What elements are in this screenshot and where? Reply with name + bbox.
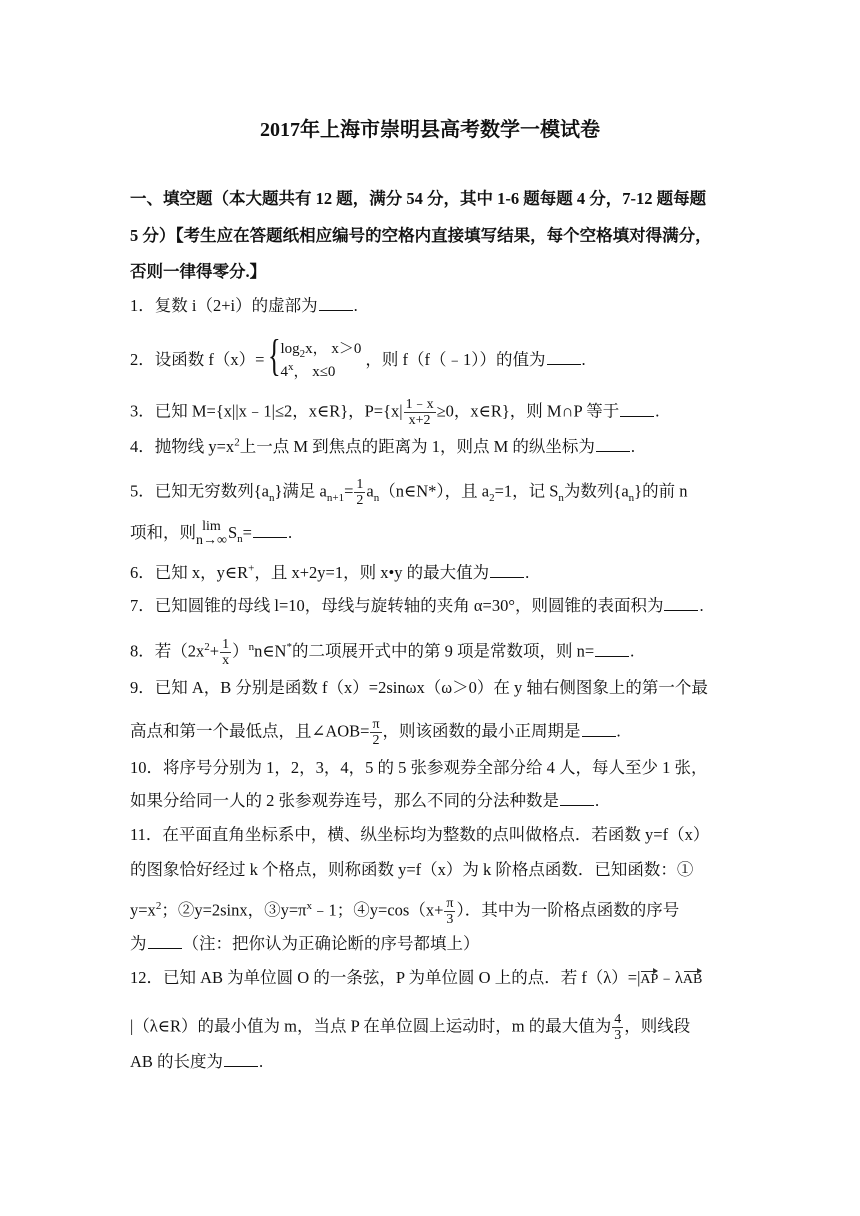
fraction — [612, 1012, 623, 1044]
fraction-denominator: 2 — [356, 493, 364, 509]
question-11-line4 — [130, 936, 480, 953]
question-11: 11．在平面直角坐标系中，横、纵坐标均为整数的点叫做格点．若函数 y=f（x） — [130, 825, 710, 844]
fraction-denominator: 2 — [372, 733, 380, 749]
subscript: n — [628, 491, 635, 504]
question-11-line4-a: 为 — [130, 934, 147, 953]
subscript: n — [558, 491, 564, 504]
fraction-numerator: 4 — [614, 1012, 622, 1027]
question-10-continued — [130, 793, 599, 810]
answer-blank — [582, 735, 616, 737]
question-5-end: . — [287, 522, 293, 542]
question-8-text-c: ） — [232, 641, 249, 661]
question-3 — [130, 397, 659, 429]
question-6-text-b: ，且 x+2y=1，则 x•y 的最大值为 — [254, 563, 490, 582]
fraction-denominator: 3 — [614, 1028, 622, 1044]
answer-blank — [620, 415, 654, 417]
question-9: 9．已知 A，B 分别是函数 f（x）=2sinωx（ω＞0）在 y 轴右侧图象上的第一个最 — [130, 678, 708, 697]
question-5-line2-b: S — [227, 522, 238, 542]
question-2-text-a: 2．设函数 f（x）= — [130, 350, 265, 370]
question-4 — [130, 436, 636, 456]
question-10-text: 如果分给同一人的 2 张参观券连号，那么不同的分法种数是 — [130, 791, 559, 810]
fraction-denominator: x — [222, 653, 230, 669]
question-2 — [130, 331, 586, 385]
question-7-end: . — [699, 596, 704, 615]
superscript: + — [248, 562, 255, 575]
superscript: * — [286, 641, 292, 654]
superscript: 2 — [234, 436, 240, 449]
vector-ab: AB — [682, 972, 703, 987]
piecewise-function — [268, 331, 362, 385]
question-8-text-e: 的二项展开式中的第 9 项是常数项，则 n= — [291, 641, 595, 661]
piece-row-2-rest: ， x≤0 — [293, 364, 336, 381]
question-11-text-b: ；②y=2sinx，③y=π — [161, 900, 307, 920]
question-6 — [130, 562, 530, 582]
answer-blank — [664, 609, 698, 611]
answer-blank — [596, 450, 630, 452]
superscript: x — [306, 900, 313, 913]
question-12-line3-text: AB 的长度为 — [130, 1052, 224, 1071]
question-9-text-b: ，则该函数的最小正周期是 — [382, 721, 581, 741]
section-header-line2: 5 分）【考生应在答题纸相应编号的空格内直接填写结果，每个空格填对得满分， — [130, 226, 712, 245]
answer-blank — [560, 804, 594, 806]
question-9-text-a: 高点和第一个最低点，且∠AOB= — [130, 721, 370, 741]
fraction-denominator: 3 — [446, 912, 454, 928]
question-10-end: . — [595, 791, 600, 810]
question-5-text-e: （n∈N*），且 a — [379, 481, 490, 501]
fraction — [404, 397, 436, 429]
question-4-text-a: 4．抛物线 y=x — [130, 437, 235, 456]
question-7-text: 7．已知圆锥的母线 l=10，母线与旋转轴的夹角 α=30°，则圆锥的表面积为 — [130, 596, 664, 615]
question-8-text-a: 8．若（2x — [130, 641, 205, 661]
question-11-text-c: ﹣1；④y=cos（x+ — [312, 900, 444, 920]
fraction-numerator: π — [446, 896, 454, 911]
question-11-line4-b: （注：把你认为正确论断的序号都填上） — [182, 934, 480, 953]
answer-blank — [547, 363, 581, 365]
question-11-line3 — [130, 896, 679, 928]
fraction — [220, 637, 231, 669]
question-1-text: 1．复数 i（2+i）的虚部为 — [130, 296, 318, 315]
vector-ap: AP — [640, 972, 659, 987]
answer-blank — [490, 576, 524, 578]
piece-row-2 — [280, 361, 361, 384]
question-5-text-b: }满足 a — [274, 481, 327, 501]
question-12-line2 — [130, 1012, 690, 1044]
question-3-text-a: 3．已知 M={x||x﹣1|≤2，x∈R}，P={x| — [130, 401, 403, 421]
question-3-text-b: ≥0，x∈R}，则 M∩P 等于 — [436, 401, 620, 421]
piece-log-base: 2 — [299, 348, 306, 360]
answer-blank — [319, 309, 353, 311]
question-1-end: . — [353, 296, 358, 315]
limit-label: lim — [202, 519, 221, 534]
subscript: n — [237, 533, 243, 546]
question-11-line2: 的图象恰好经过 k 个格点，则称函数 y=f（x）为 k 阶格点函数．已知函数：① — [130, 860, 694, 879]
section-header-line3: 否则一律得零分.】 — [130, 262, 267, 281]
question-5-text-c: = — [344, 481, 354, 501]
question-5-text-g: 为数列{a — [563, 481, 629, 501]
question-8-text-d: n∈N — [254, 641, 287, 661]
question-12-end: . — [259, 1052, 264, 1071]
question-12-text-b: ﹣λ — [658, 968, 683, 987]
answer-blank — [595, 655, 629, 657]
fraction — [370, 717, 381, 749]
piece-log: log — [280, 341, 300, 357]
subscript: 2 — [489, 491, 495, 504]
superscript: 2 — [155, 900, 162, 913]
fraction-denominator: x+2 — [408, 413, 431, 429]
question-12-line2-a: |（λ∈R）的最小值为 m，当点 P 在单位圆上运动时，m 的最大值为 — [130, 1016, 612, 1036]
question-12-text-a: 12．已知 AB 为单位圆 O 的一条弦，P 为单位圆 O 上的点．若 f（λ）=| — [130, 968, 641, 987]
question-8 — [130, 637, 634, 669]
subscript: n — [373, 491, 380, 504]
page-title: 2017年上海市崇明县高考数学一模试卷 — [260, 119, 600, 141]
question-10: 10．将序号分别为 1，2，3，4，5 的 5 张参观券全部分给 4 人，每人至少 1 张， — [130, 758, 708, 777]
question-4-end: . — [630, 437, 636, 456]
answer-blank — [148, 947, 182, 949]
question-5 — [130, 477, 687, 509]
section-header-line1: 一、填空题（本大题共有 12 题，满分 54 分，其中 1-6 题每题 4 分，7-12 题每题 — [130, 189, 707, 208]
subscript: n — [269, 491, 275, 504]
question-5-line2-c: = — [242, 522, 252, 542]
question-11-text-d: ）．其中为一阶格点函数的序号 — [456, 900, 680, 920]
fraction-numerator: 1 — [222, 637, 230, 652]
limit-operator — [196, 520, 227, 548]
question-11-text-a: y=x — [130, 900, 156, 920]
question-2-text-b: ，则 f（f（﹣1））的值为 — [365, 350, 546, 370]
question-12 — [130, 970, 702, 987]
fraction-numerator: 1﹣x — [405, 397, 434, 412]
piece-row-1-rest: x， x＞0 — [305, 341, 362, 357]
question-5-text-f: =1，记 S — [494, 481, 559, 501]
fraction — [444, 896, 455, 928]
answer-blank — [224, 1065, 258, 1067]
subscript: n+1 — [326, 491, 345, 504]
question-9-end: . — [616, 721, 621, 741]
question-5-text-h: }的前 n — [634, 481, 688, 501]
fraction — [354, 477, 365, 509]
question-4-text-b: 上一点 M 到焦点的距离为 1，则点 M 的纵坐标为 — [239, 437, 595, 456]
question-9-continued — [130, 717, 621, 749]
question-6-text-a: 6．已知 x，y∈R — [130, 563, 249, 582]
question-12-line3 — [130, 1054, 263, 1071]
question-5-text-d: a — [366, 481, 374, 501]
question-5-text-a: 5．已知无穷数列{a — [130, 481, 269, 501]
question-5-line2-a: 项和，则 — [130, 522, 196, 542]
piece-exp-power: x — [287, 361, 294, 374]
question-6-end: . — [525, 563, 530, 582]
question-5-continued — [130, 520, 292, 548]
question-8-text-b: + — [209, 641, 220, 661]
piece-exp-base: 4 — [280, 364, 288, 381]
question-8-end: . — [630, 641, 635, 661]
fraction-numerator: 1 — [356, 477, 364, 492]
limit-subscript: n→∞ — [196, 533, 227, 548]
brace-symbol: { — [268, 331, 282, 380]
question-3-end: . — [655, 401, 660, 421]
question-12-line2-b: ，则线段 — [624, 1016, 691, 1036]
question-2-end: . — [581, 350, 586, 370]
question-1 — [130, 298, 358, 315]
superscript: n — [248, 641, 255, 654]
fraction-numerator: π — [372, 717, 380, 732]
answer-blank — [253, 536, 287, 538]
question-7 — [130, 598, 704, 615]
piece-row-1 — [280, 338, 361, 361]
superscript: 2 — [204, 641, 210, 654]
